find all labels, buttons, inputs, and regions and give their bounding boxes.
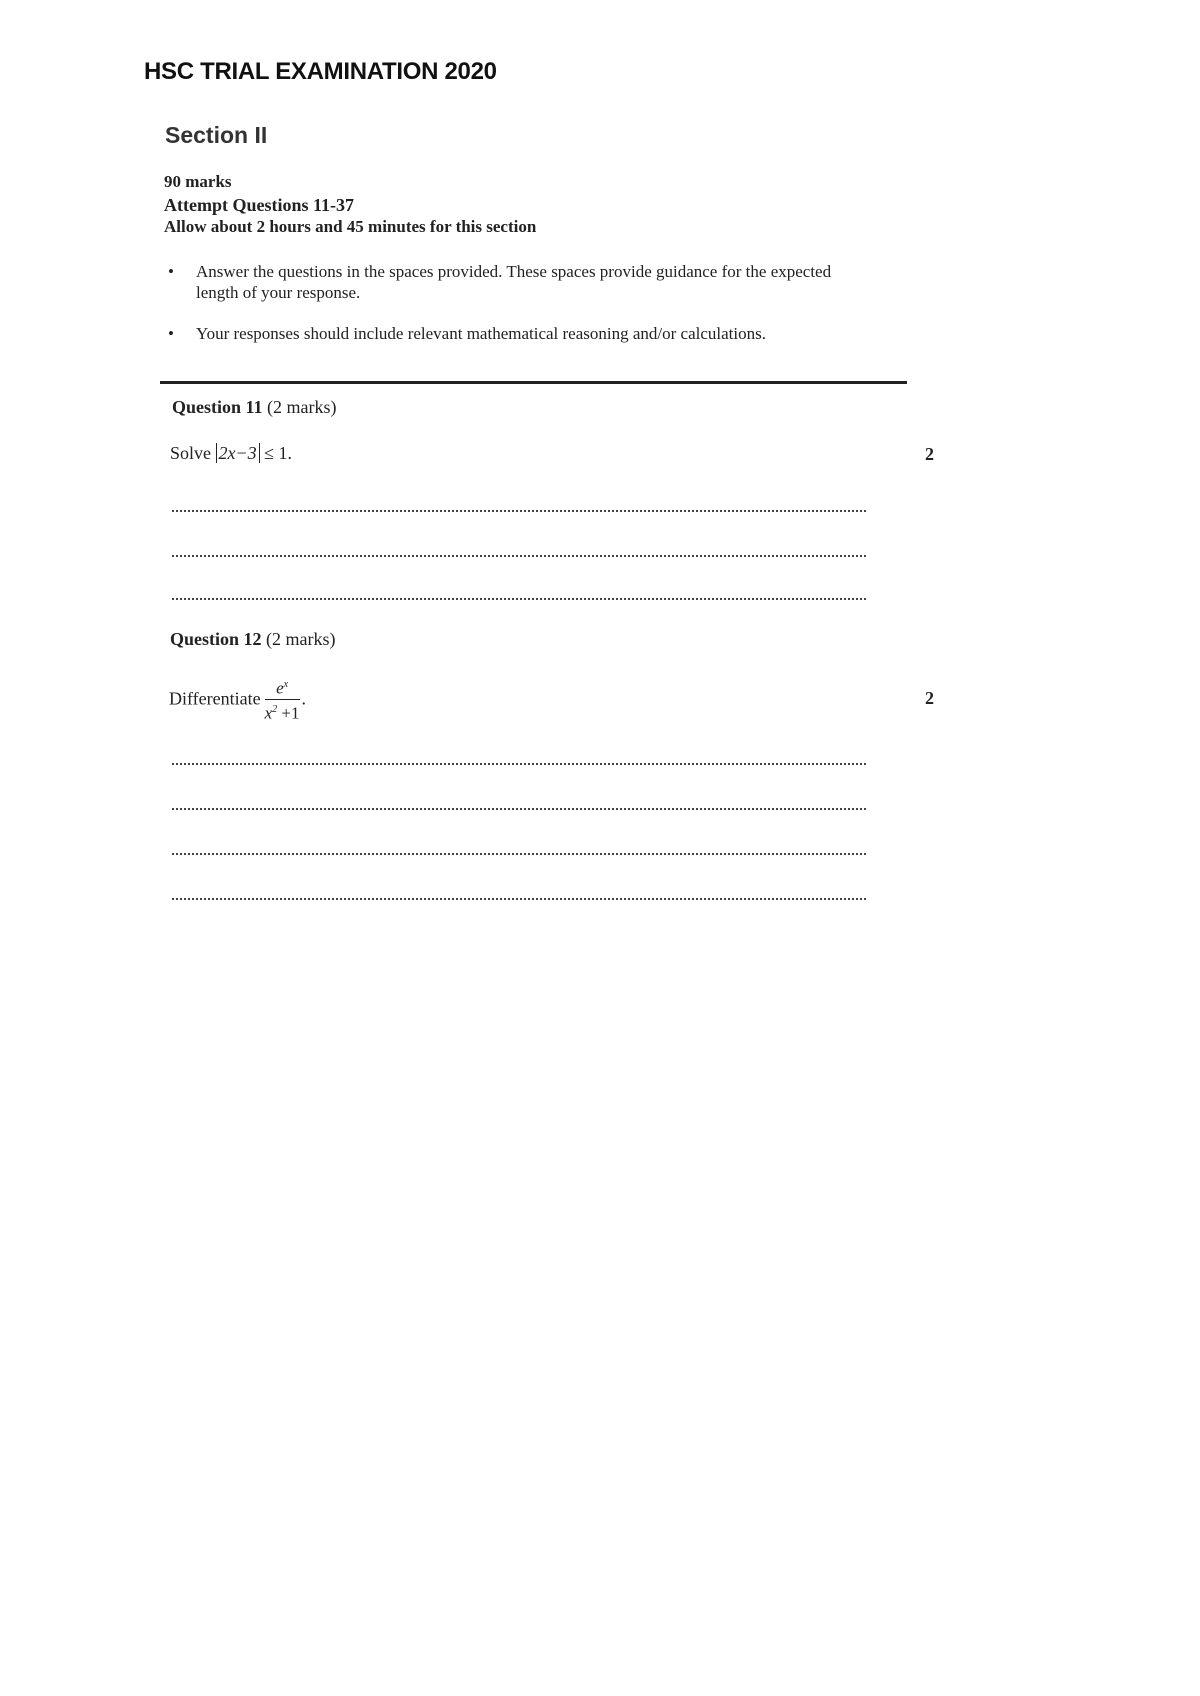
question-12-answer-line-1[interactable]: [172, 763, 866, 765]
section-time: Allow about 2 hours and 45 minutes for this section: [164, 217, 537, 236]
section-meta: [164, 171, 536, 239]
question-12-prompt: [169, 676, 306, 722]
question-11-heading: [172, 397, 337, 418]
fraction-denominator: $x^2 +1$: [264, 703, 300, 723]
section-title: Section II: [165, 122, 268, 148]
prompt-trailing-period: .: [301, 688, 307, 709]
question-12-answer-line-4[interactable]: [172, 898, 866, 900]
question-12-heading: [170, 629, 336, 650]
question-marks-label: (2 marks): [267, 397, 337, 417]
question-12-marks: 2: [925, 688, 934, 708]
absolute-value-expression: 2x−3: [216, 443, 260, 463]
question-number: Question 11: [172, 397, 263, 417]
exam-title: HSC TRIAL EXAMINATION 2020: [144, 58, 497, 85]
instructions-list: [168, 261, 868, 364]
section-marks: 90 marks: [164, 172, 232, 191]
question-11-answer-line-2[interactable]: [172, 555, 866, 557]
question-11-answer-line-3[interactable]: [172, 598, 866, 600]
question-11-marks: 2: [925, 444, 934, 464]
instruction-item: • Your responses should include relevant mathematical reasoning and/or calculations.: [168, 323, 868, 344]
fraction-numerator: $e^x$: [265, 676, 300, 700]
question-12-answer-line-3[interactable]: [172, 853, 866, 855]
inequality-relation: ≤ 1.: [264, 443, 293, 463]
question-prompt-text: Differentiate: [169, 688, 261, 709]
question-11-prompt: [170, 443, 292, 464]
question-12-answer-line-2[interactable]: [172, 808, 866, 810]
section-divider: [160, 381, 907, 384]
question-11-answer-line-1[interactable]: [172, 510, 866, 512]
section-attempt: Attempt Questions 11-37: [164, 194, 354, 215]
question-number: Question 12: [170, 629, 262, 649]
question-prompt-text: Solve: [170, 443, 212, 463]
fraction-expression: [265, 676, 300, 722]
instruction-item: • Answer the questions in the spaces provided. These spaces provide guidance for the expected length of your response.: [168, 261, 868, 303]
question-marks-label: (2 marks): [266, 629, 336, 649]
